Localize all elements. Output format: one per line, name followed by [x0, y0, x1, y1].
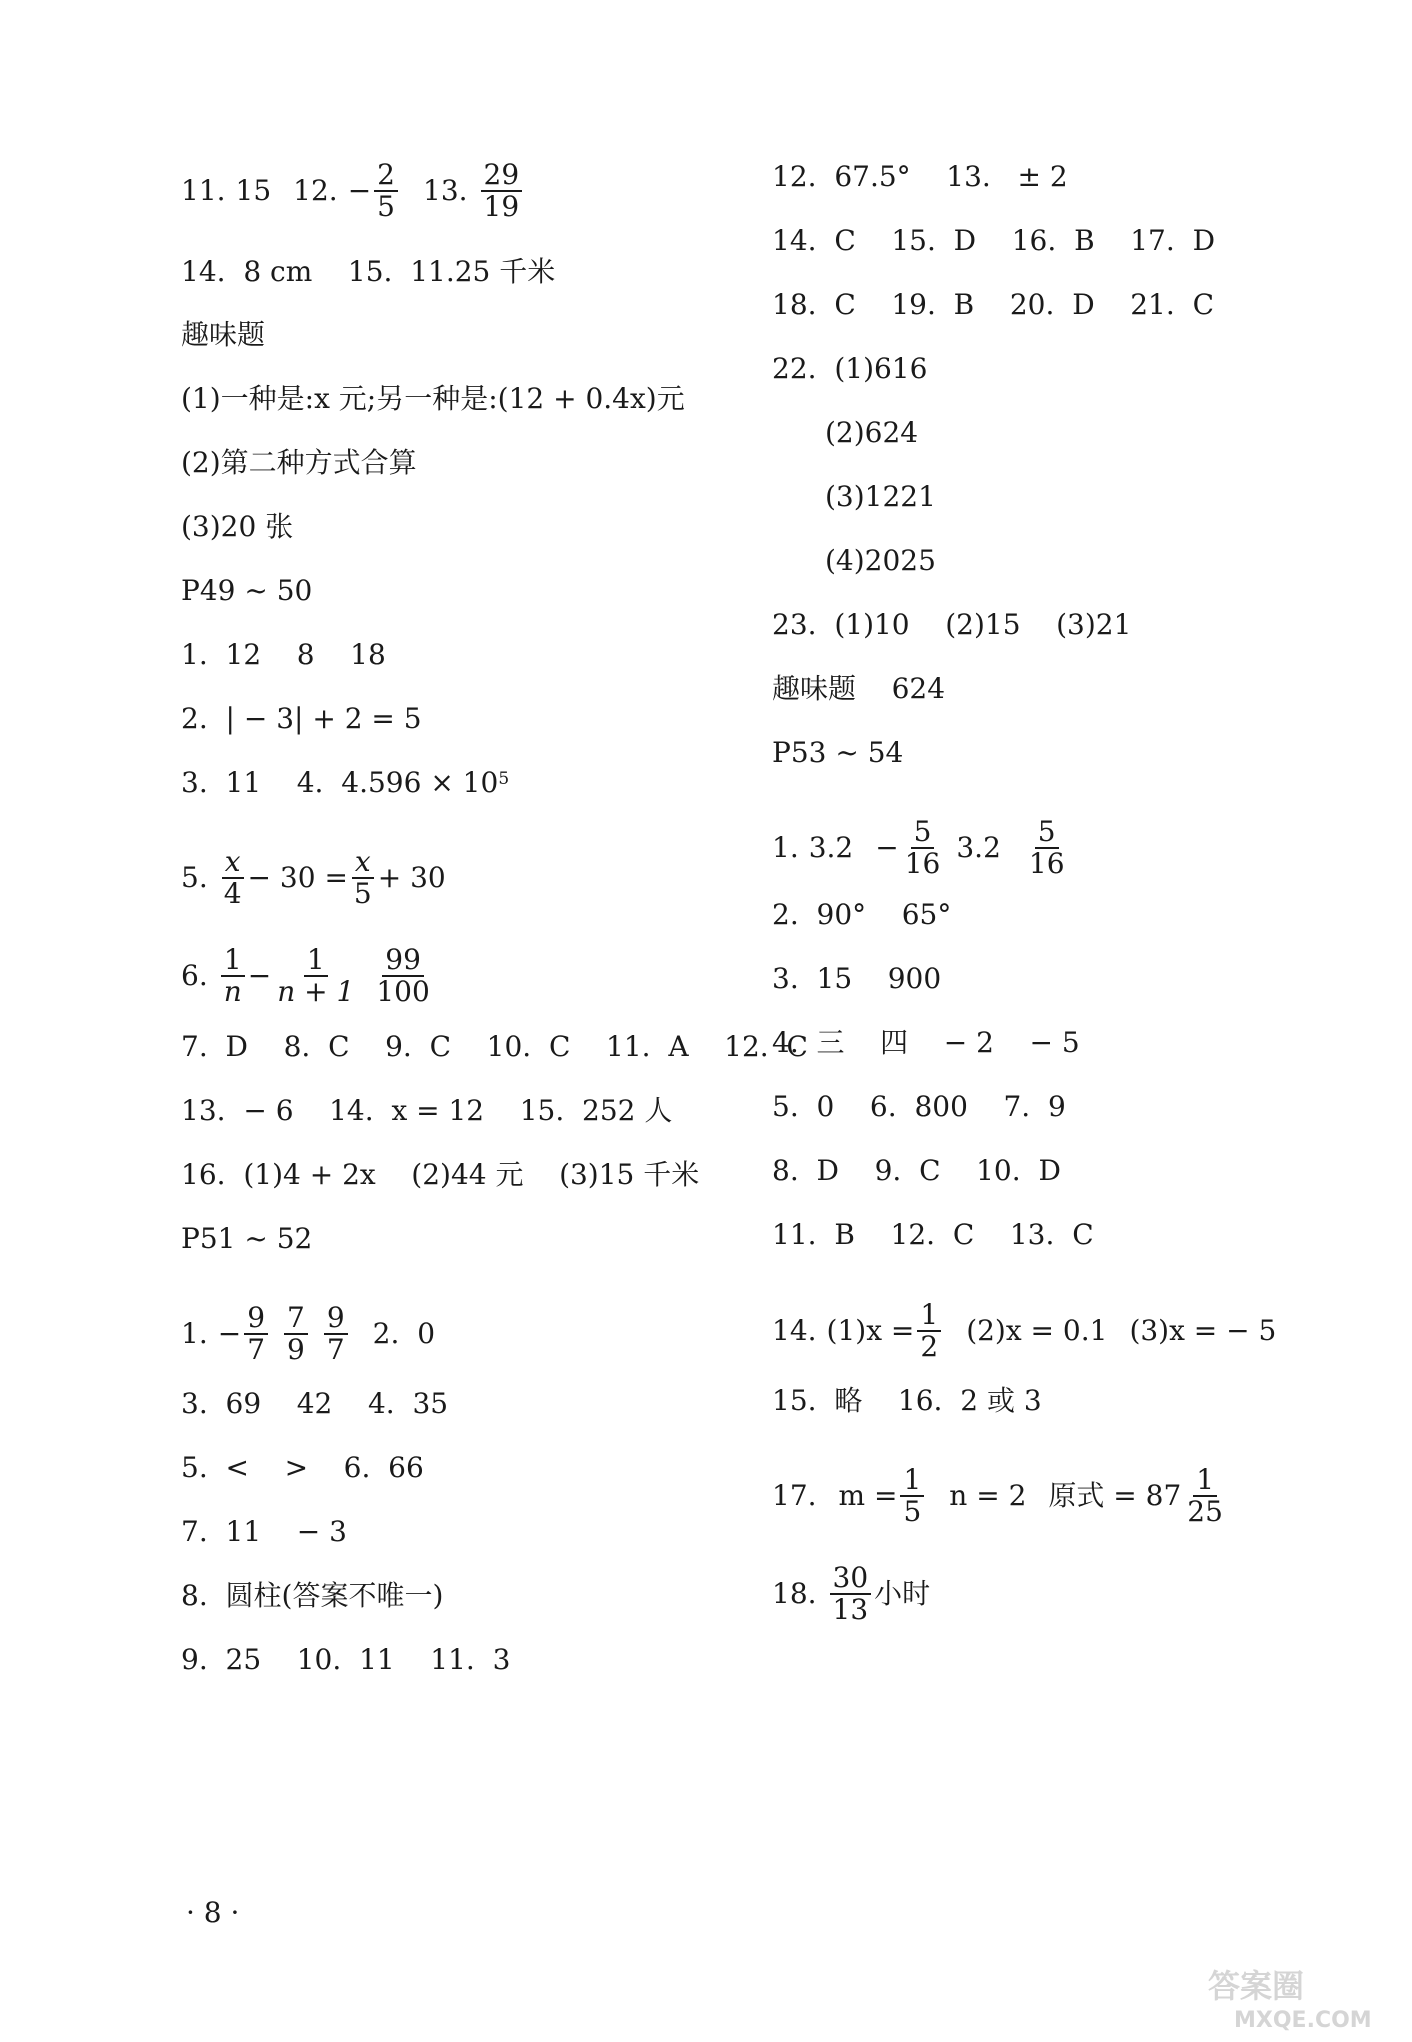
fraction: $\frac{x}{4}$ [223, 845, 242, 910]
answer-line-c1: 1. 3.2 − $\frac{5}{16}$ 3.2 $\frac{5}{16}$ [772, 817, 1071, 879]
answer-line-c4: 4. 三 四 − 2 − 5 [772, 1026, 1080, 1059]
answer-line-r23: 23. (1)10 (2)15 (3)21 [772, 608, 1132, 641]
answer-line-c14: 14. (1)x = $\frac{1}{2}$ (2)x = 0.1 (3)x = − 5 [772, 1298, 1277, 1363]
answer-line-13-15: 13. − 6 14. x = 12 15. 252 人 [181, 1094, 673, 1127]
fun-answer-2: (2)第二种方式合算 [181, 446, 417, 479]
answer-line-c2: 2. 90° 65° [772, 898, 952, 931]
fraction: $\frac{2}{5}$ [374, 160, 398, 222]
answer-line-c18: 18. $\frac{30}{13}$ 小时 [772, 1561, 931, 1626]
answer-line-r18: 18. C 19. B 20. D 21. C [772, 288, 1214, 321]
answer-line-c17: 17. m = $\frac{1}{5}$ n = 2 原式 = 87 $\frac{1}{25}$ [772, 1465, 1229, 1527]
answer-line-r14: 14. C 15. D 16. B 17. D [772, 224, 1216, 257]
answer-line-16: 16. (1)4 + 2x (2)44 元 (3)15 千米 [181, 1158, 700, 1191]
fraction: $\frac{9}{7}$ [244, 1303, 268, 1365]
fraction: $\frac{x}{5}$ [353, 845, 372, 910]
answer-line-b5: 5. < > 6. 66 [181, 1451, 424, 1484]
answer-line-3-4: 3. 11 4. 4.596 × 10 $^5$ [181, 766, 510, 799]
answer-line-b1: 1. − $\frac{9}{7}$ $\frac{7}{9}$ $\frac{9}{7}$ 2. 0 [181, 1301, 436, 1366]
answer-line-b7: 7. 11 − 3 [181, 1515, 347, 1548]
answer-line-r22-3: (3)1221 [825, 480, 936, 513]
answer-line-b9: 9. 25 10. 11 11. 3 [181, 1643, 511, 1676]
fun-answer-3: (3)20 张 [181, 510, 294, 543]
answer-line-11-13: 11. 15 12. − $\frac{2}{5}$ 13. $\frac{29}{19}$ [181, 160, 525, 222]
answer-line-r22-2: (2)624 [825, 416, 919, 449]
answer-line-r12: 12. 67.5° 13. ± 2 [772, 160, 1068, 193]
answer-line-r22-4: (4)2025 [825, 544, 936, 577]
fraction: $\frac{9}{7}$ [324, 1303, 348, 1365]
answer-line-6: 6. $\frac{1}{n}$ − $\frac{1}{n + 1}$ $\frac{99}{100}$ [181, 945, 436, 1007]
fun-question-answer: 趣味题 624 [772, 672, 946, 705]
section-heading-p53: P53 ~ 54 [772, 736, 904, 769]
answer-line-b8: 8. 圆柱(答案不唯一) [181, 1579, 444, 1612]
answer-line-c5: 5. 0 6. 800 7. 9 [772, 1090, 1066, 1123]
answer-line-14-15: 14. 8 cm 15. 11.25 千米 [181, 255, 556, 288]
fraction: $\frac{1}{5}$ [900, 1465, 924, 1527]
fraction: $\frac{7}{9}$ [284, 1303, 308, 1365]
section-heading-p51: P51 ~ 52 [181, 1222, 313, 1255]
answer-line-1: 1. 12 8 18 [181, 638, 386, 671]
fraction: $\frac{29}{19}$ [481, 160, 523, 222]
fraction: $\frac{5}{16}$ [904, 815, 941, 880]
fraction: $\frac{99}{100}$ [376, 943, 430, 1008]
answer-line-b3: 3. 69 42 4. 35 [181, 1387, 449, 1420]
fraction: $\frac{1}{25}$ [1187, 1463, 1223, 1528]
answer-line-5: 5. $\frac{x}{4}$ − 30 = $\frac{x}{5}$ + 30 [181, 845, 446, 910]
answer-line-2: 2. | − 3| + 2 = 5 [181, 702, 422, 735]
fun-question-title: 趣味题 [181, 318, 266, 351]
answer-line-c11: 11. B 12. C 13. C [772, 1218, 1094, 1251]
answer-line-c15: 15. 略 16. 2 或 3 [772, 1384, 1042, 1417]
answer-line-r22-1: 22. (1)616 [772, 352, 928, 385]
fraction: $\frac{1}{2}$ [917, 1300, 941, 1362]
page-number: · 8 · [186, 1896, 240, 1929]
svg-text:答案圈: 答案圈 [1208, 1967, 1305, 2005]
fraction: $\frac{1}{n}$ [221, 945, 245, 1007]
fraction: $\frac{5}{16}$ [1028, 815, 1065, 880]
svg-text:MXQE.COM: MXQE.COM [1234, 2008, 1372, 2033]
section-heading-p49: P49 ~ 50 [181, 574, 313, 607]
fraction: $\frac{30}{13}$ [830, 1563, 872, 1625]
watermark-logo [1200, 1959, 1400, 2035]
fun-answer-1: (1)一种是:x 元;另一种是:(12 + 0.4x)元 [181, 382, 685, 415]
answer-line-c8: 8. D 9. C 10. D [772, 1154, 1061, 1187]
fraction: $\frac{1}{n + 1}$ [277, 943, 355, 1008]
answer-line-7-12: 7. D 8. C 9. C 10. C 11. A 12. C [181, 1030, 808, 1063]
answer-line-c3: 3. 15 900 [772, 962, 942, 995]
